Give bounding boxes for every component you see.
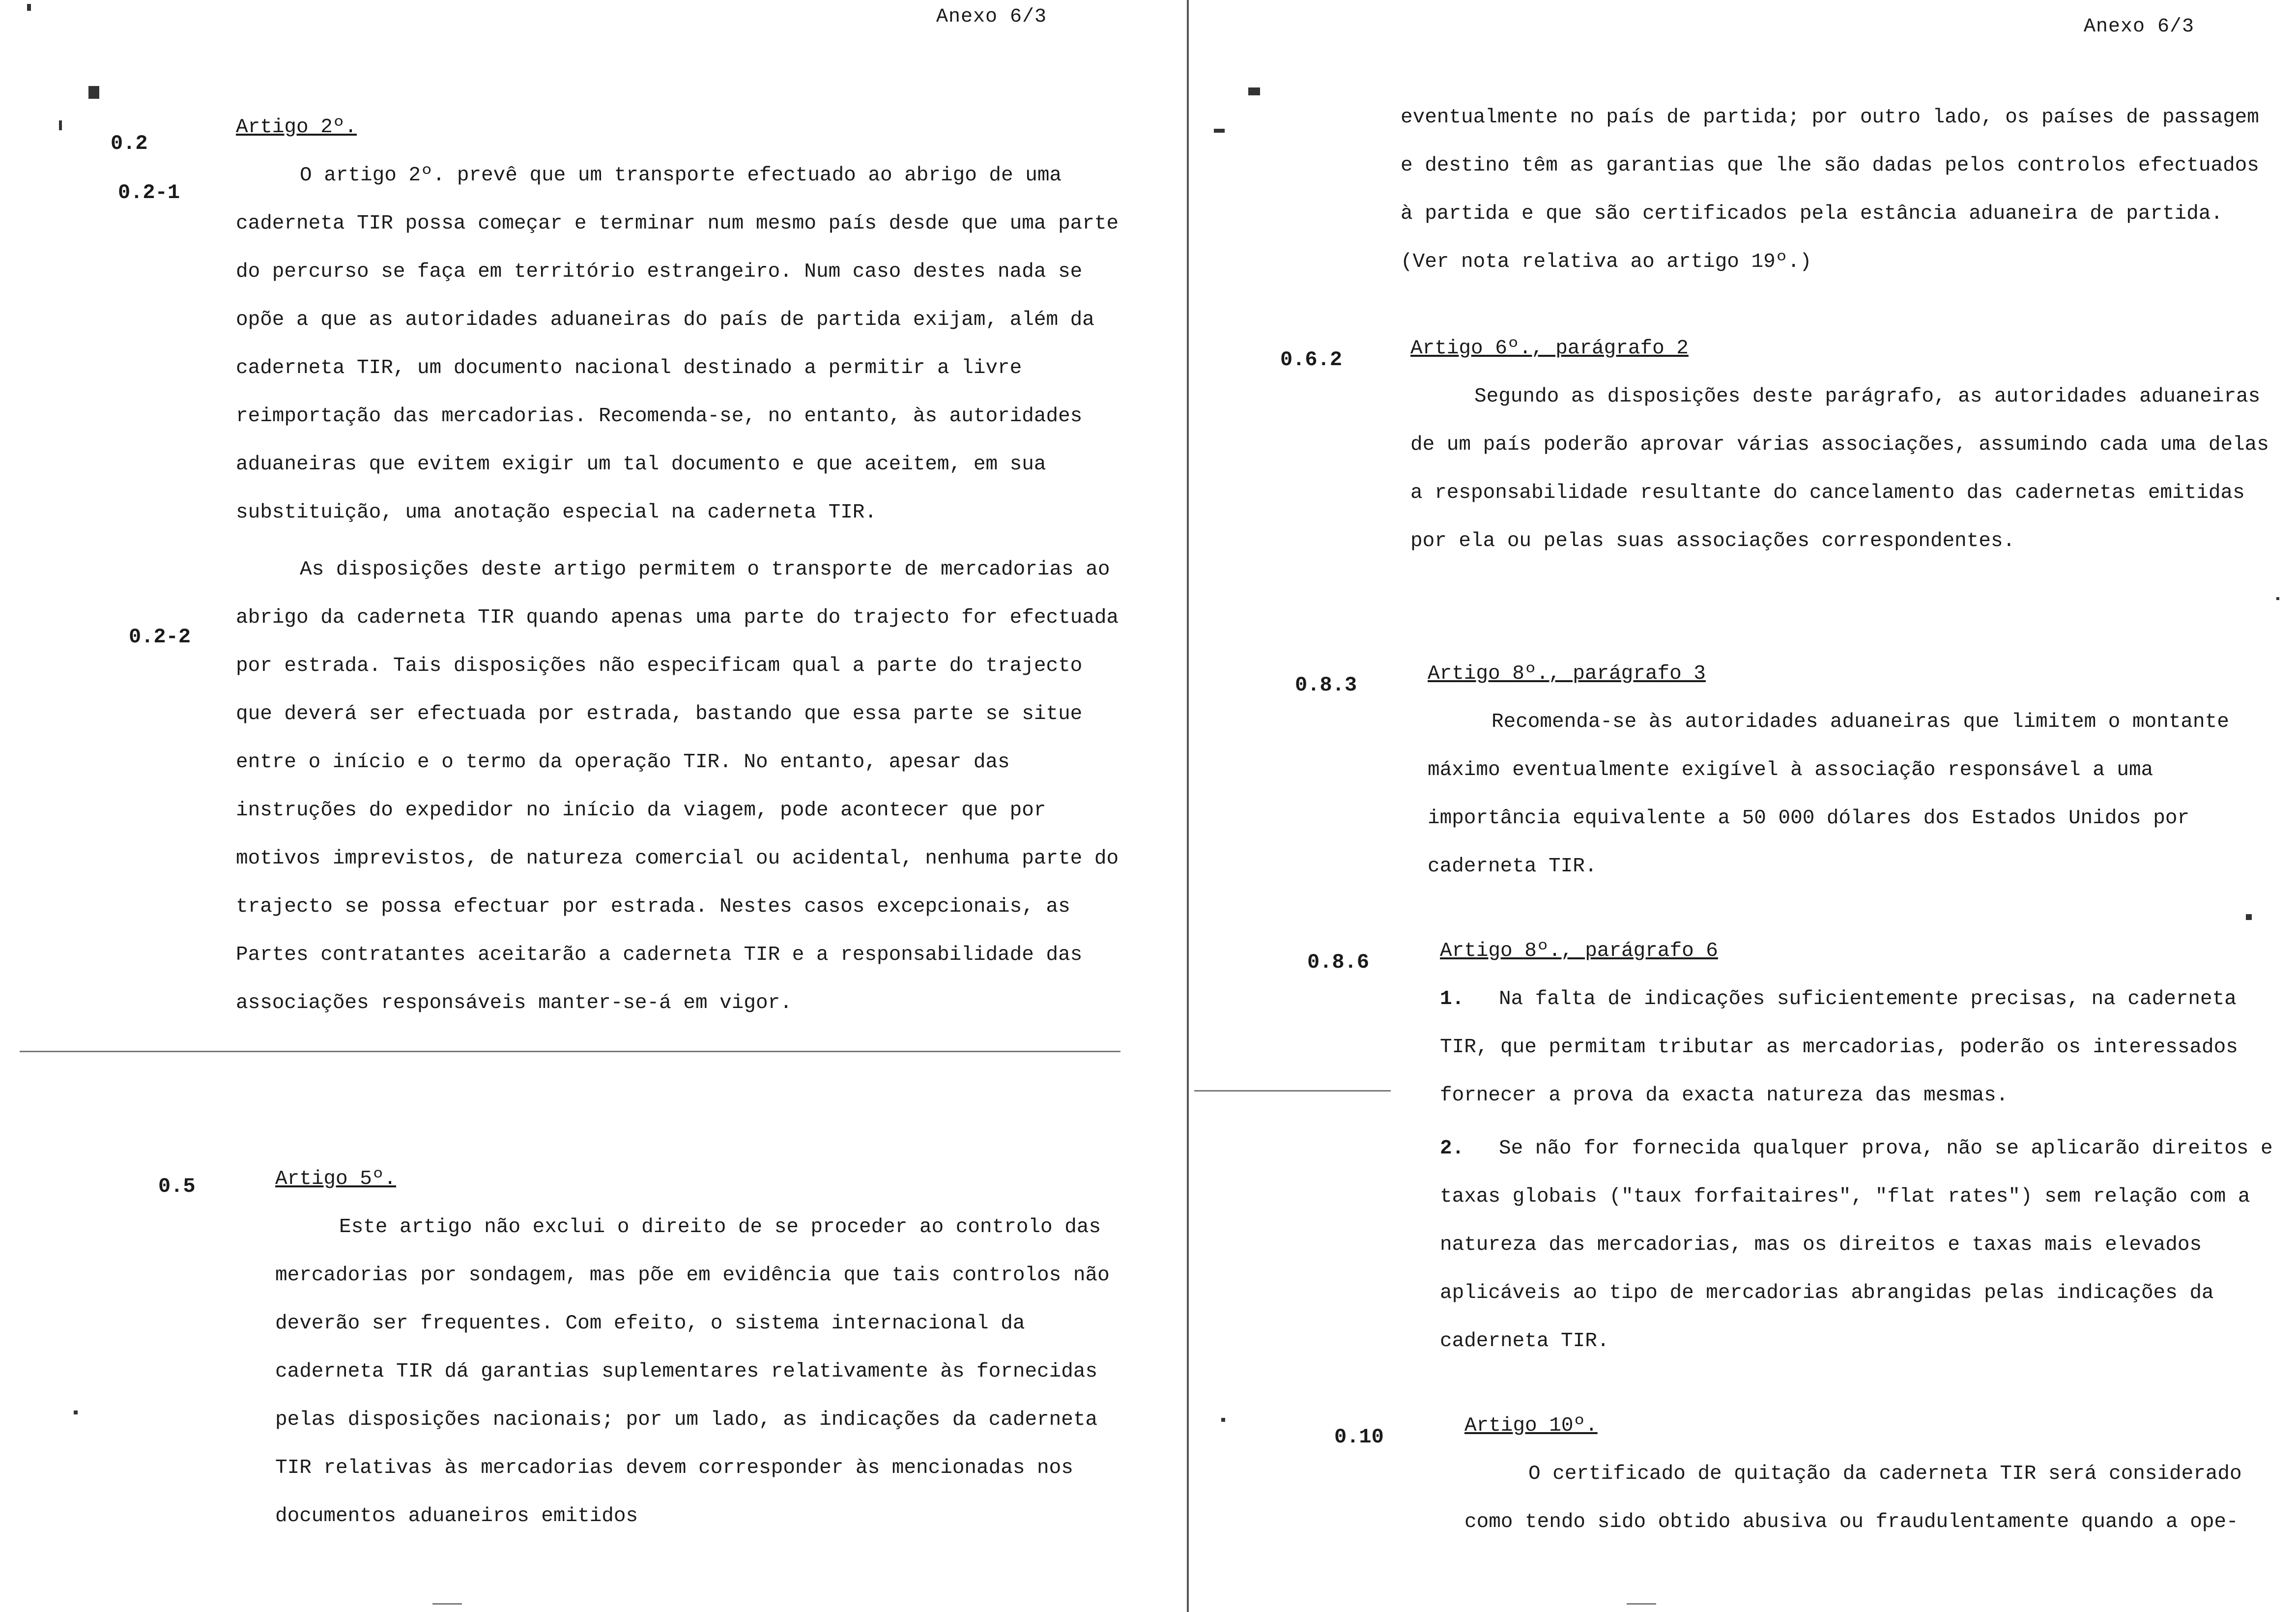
section-0-8-6-block [1440,927,2280,1365]
article-5-paragraph: Este artigo não exclui o direito de se proceder ao controlo das mercadorias por sondagem, mas põe em evidência que tais controlos não deverão ser frequentes. Com efeito, o sistema internacional da caderneta TIR dá garantias suplementares relativamente às fornecidas pelas disposições nacionais; por um lado, as indicações da caderneta TIR relativas às mercadorias devem corresponder às mencionadas nos documentos aduaneiros emitidos [275,1216,1110,1527]
section-number-0-2-1: 0.2-1 [118,181,180,204]
scan-speck [1214,129,1225,133]
section-0-8-3-paragraph: Recomenda-se às autoridades aduaneiras que limitem o montante máximo eventualmente exigível à associação responsável a uma importância equivalente a 50 000 dólares dos Estados Unidos por caderneta TIR. [1428,711,2229,878]
section-0-6-2-paragraph: Segundo as disposições deste parágrafo, as autoridades aduaneiras de um país poderão aprovar várias associações, assumindo cada uma delas a responsabilidade resultante do cancelamento das cadernetas emitidas por ela ou pelas suas associações correspondentes. [1410,385,2269,552]
scan-speck [88,86,99,99]
section-number-0-8-6: 0.8.6 [1307,950,1370,974]
item-2-text: Se não for fornecida qualquer prova, não se aplicarão direitos e taxas globais ("taux forfaitaires", "flat rates") sem relação com a natureza das mercadorias, mas os direitos e taxas mais elevados aplicáveis ao tipo de mercadorias abrangidas pelas indicações da caderneta TIR. [1440,1137,2273,1353]
scan-dash-line [20,1051,1120,1052]
section-0-8-3-heading: Artigo 8º., parágrafo 3 [1428,662,1706,685]
section-0-10-heading: Artigo 10º. [1464,1414,1598,1437]
left-annex-label: Anexo 6/3 [936,6,1047,28]
article-2-paragraph-2: As disposições deste artigo permitem o transporte de mercadorias ao abrigo da caderneta TIR quando apenas uma parte do trajecto for efectuada por estrada. Tais disposições não especificam qual a parte do trajecto que deverá ser efectuada por estrada, bastando que essa parte se situe entre o início e o termo da operação TIR. No entanto, apesar das instruções do expedidor no início da viagem, pode acontecer que por motivos imprevistos, de natureza comercial ou acidental, nenhuma parte do trajecto se possa efectuar por estrada. Nestes casos excepcionais, as Partes contratantes aceitarão a caderneta TIR e a responsabilidade das associações responsáveis manter-se-á em vigor. [236,558,1119,1014]
section-number-0-10: 0.10 [1334,1425,1384,1449]
scan-speck [2246,914,2252,920]
scan-speck [59,120,62,130]
section-0-10-block [1464,1402,2280,1546]
scan-speck [1221,1418,1225,1422]
section-0-6-2-block [1410,324,2280,565]
article-5-block [275,1155,1130,1540]
section-0-8-6-heading: Artigo 8º., parágrafo 6 [1440,940,1718,962]
section-number-0-5: 0.5 [158,1175,196,1198]
scan-speck [27,4,31,11]
scan-dash-line [1627,1603,1656,1605]
scan-dash-line [432,1603,462,1605]
item-2-number: 2. [1440,1137,1464,1160]
scan-speck [1248,87,1260,95]
article-2-block [236,103,1130,1027]
section-0-6-2-heading: Artigo 6º., parágrafo 2 [1410,337,1689,360]
article-5-heading: Artigo 5º. [275,1168,397,1190]
section-0-10-paragraph: O certificado de quitação da caderneta TIR será considerado como tendo sido obtido abusiva ou fraudulentamente quando a ope- [1464,1463,2242,1533]
item-1-text: Na falta de indicações suficientemente precisas, na caderneta TIR, que permitam tributar as mercadorias, poderão os interessados fornecer a prova da exacta natureza das mesmas. [1440,988,2238,1107]
section-number-0-6-2: 0.6.2 [1280,348,1343,372]
right-annex-label: Anexo 6/3 [2084,16,2195,38]
section-0-8-3-block [1428,650,2280,891]
section-number-0-8-3: 0.8.3 [1295,673,1357,697]
section-0-8-6-item-2 [1440,1124,2280,1365]
right-page [1165,0,2296,1612]
scan-dash-line [1194,1090,1391,1092]
article-2-heading: Artigo 2º. [236,116,357,139]
section-number-0-2-2: 0.2-2 [129,625,191,649]
continuation-paragraph: eventualmente no país de partida; por outro lado, os países de passagem e destino têm as garantias que lhe são dadas pelos controlos efectuados à partida e que são certificados pela estância aduaneira de partida. (Ver nota relativa ao artigo 19º.) [1401,106,2259,273]
continuation-block [1401,93,2280,286]
article-2-paragraph-1: O artigo 2º. prevê que um transporte efectuado ao abrigo de uma caderneta TIR possa começar e terminar num mesmo país desde que uma parte do percurso se faça em território estrangeiro. Num caso destes nada se opõe a que as autoridades aduaneiras do país de partida exijam, além da caderneta TIR, um documento nacional destinado a permitir a livre reimportação das mercadorias. Recomenda-se, no entanto, às autoridades aduaneiras que evitem exigir um tal documento e que aceitem, em sua substituição, uma anotação especial na caderneta TIR. [236,164,1119,524]
section-0-8-6-item-1 [1440,975,2280,1120]
scan-speck [2276,597,2279,600]
section-number-0-2: 0.2 [111,132,148,155]
scan-speck [74,1410,78,1414]
item-1-number: 1. [1440,988,1464,1010]
